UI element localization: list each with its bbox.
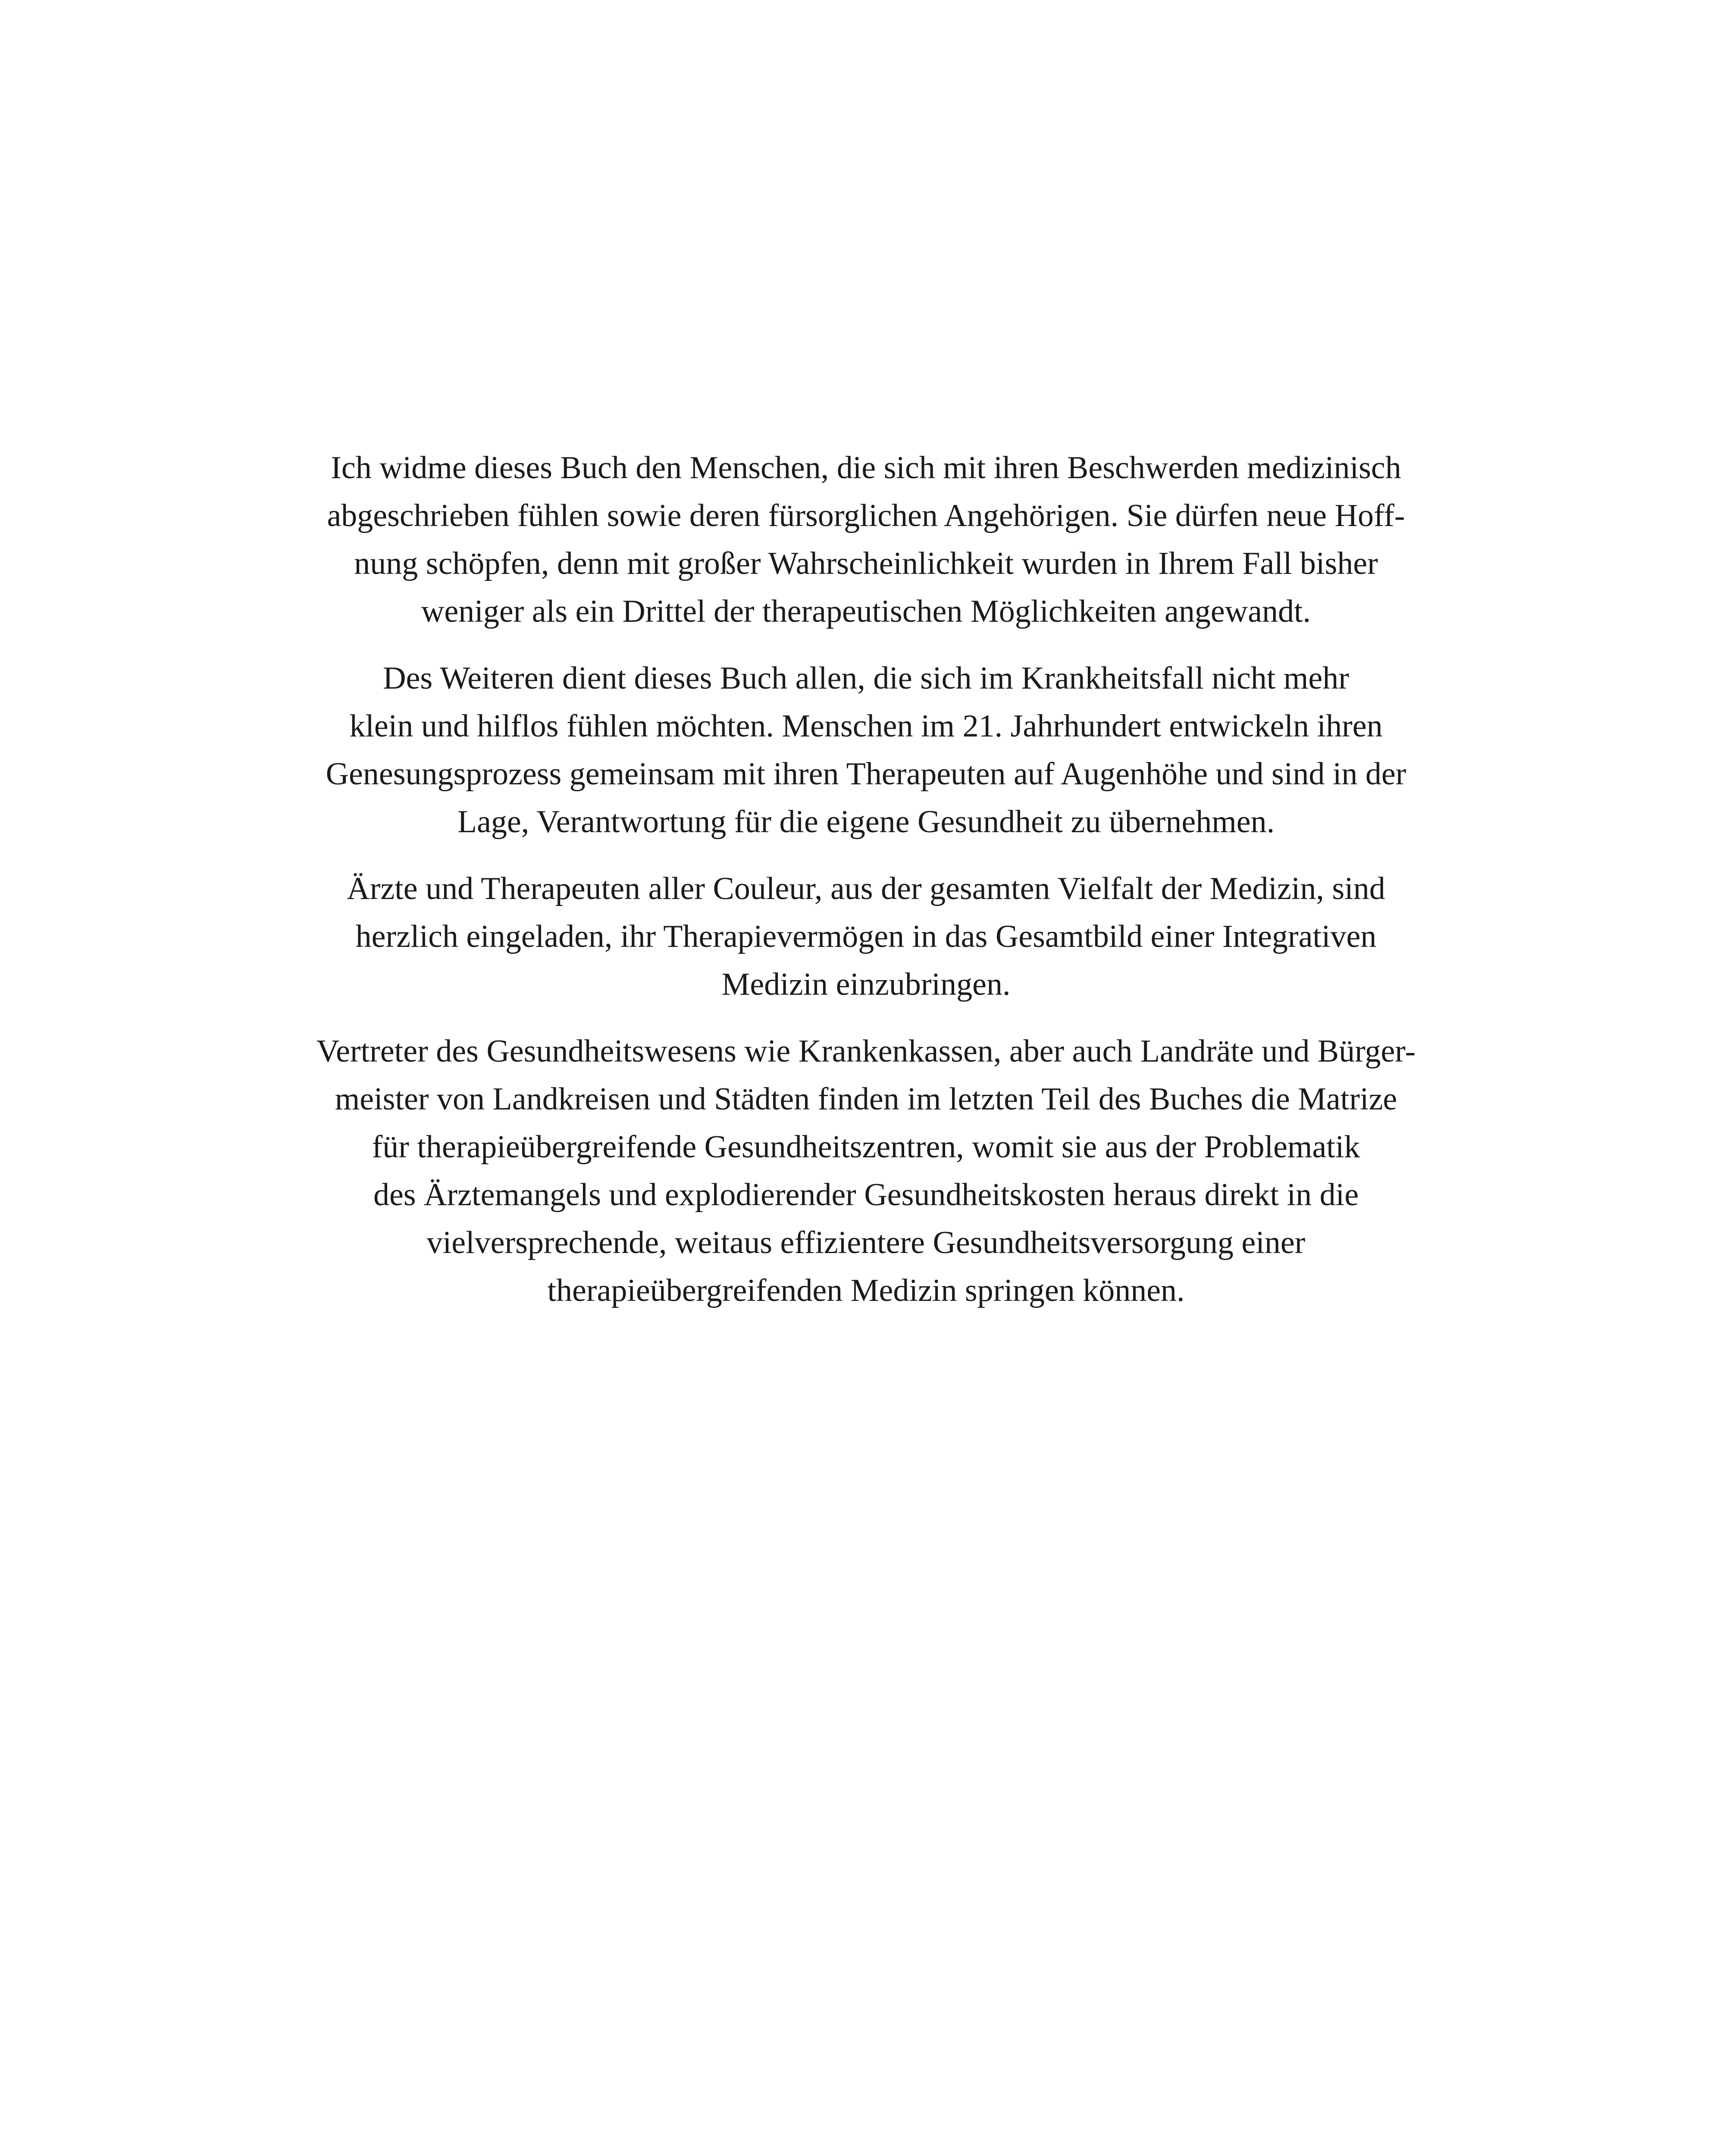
text-line: herzlich eingeladen, ihr Therapievermögen in das Gesamtbild einer Integrativen (355, 919, 1377, 954)
dedication-paragraph-2 (164, 655, 1568, 846)
text-line: des Ärztemangels und explodierender Gesundheitskosten heraus direkt in die (373, 1177, 1359, 1213)
text-line: Des Weiteren dient dieses Buch allen, die sich im Krankheitsfall nicht mehr (383, 661, 1349, 696)
text-line: Lage, Verantwortung für die eigene Gesundheit zu übernehmen. (457, 804, 1275, 840)
text-line: Ich widme dieses Buch den Menschen, die sich mit ihren Beschwerden medizinisch (331, 450, 1401, 486)
text-line: klein und hilflos fühlen möchten. Menschen im 21. Jahrhundert entwickeln ihren (349, 708, 1383, 744)
text-line: weniger als ein Drittel der therapeutischen Möglichkeiten angewandt. (421, 594, 1311, 629)
text-line: therapieübergreifenden Medizin springen können. (547, 1273, 1185, 1308)
dedication-text (164, 444, 1568, 1334)
dedication-paragraph-1 (164, 444, 1568, 636)
text-line: Medizin einzubringen. (721, 967, 1011, 1002)
text-line: nung schöpfen, denn mit großer Wahrscheinlichkeit wurden in Ihrem Fall bisher (354, 546, 1378, 581)
text-line: abgeschrieben fühlen sowie deren fürsorglichen Angehörigen. Sie dürfen neue Hoff- (327, 498, 1405, 533)
text-line: meister von Landkreisen und Städten finden im letzten Teil des Buches die Matrize (335, 1081, 1397, 1117)
text-line: für therapieübergreifende Gesundheitszentren, womit sie aus der Problematik (372, 1129, 1360, 1165)
dedication-paragraph-4 (164, 1028, 1568, 1315)
dedication-paragraph-3 (164, 865, 1568, 1009)
text-line: Genesungsprozess gemeinsam mit ihren Therapeuten auf Augenhöhe und sind in der (326, 756, 1406, 792)
text-line: Ärzte und Therapeuten aller Couleur, aus der gesamten Vielfalt der Medizin, sind (347, 871, 1385, 906)
text-line: vielversprechende, weitaus effizientere Gesundheitsversorgung einer (426, 1225, 1306, 1260)
text-line: Vertreter des Gesundheitswesens wie Krankenkassen, aber auch Landräte und Bürger- (316, 1034, 1416, 1069)
